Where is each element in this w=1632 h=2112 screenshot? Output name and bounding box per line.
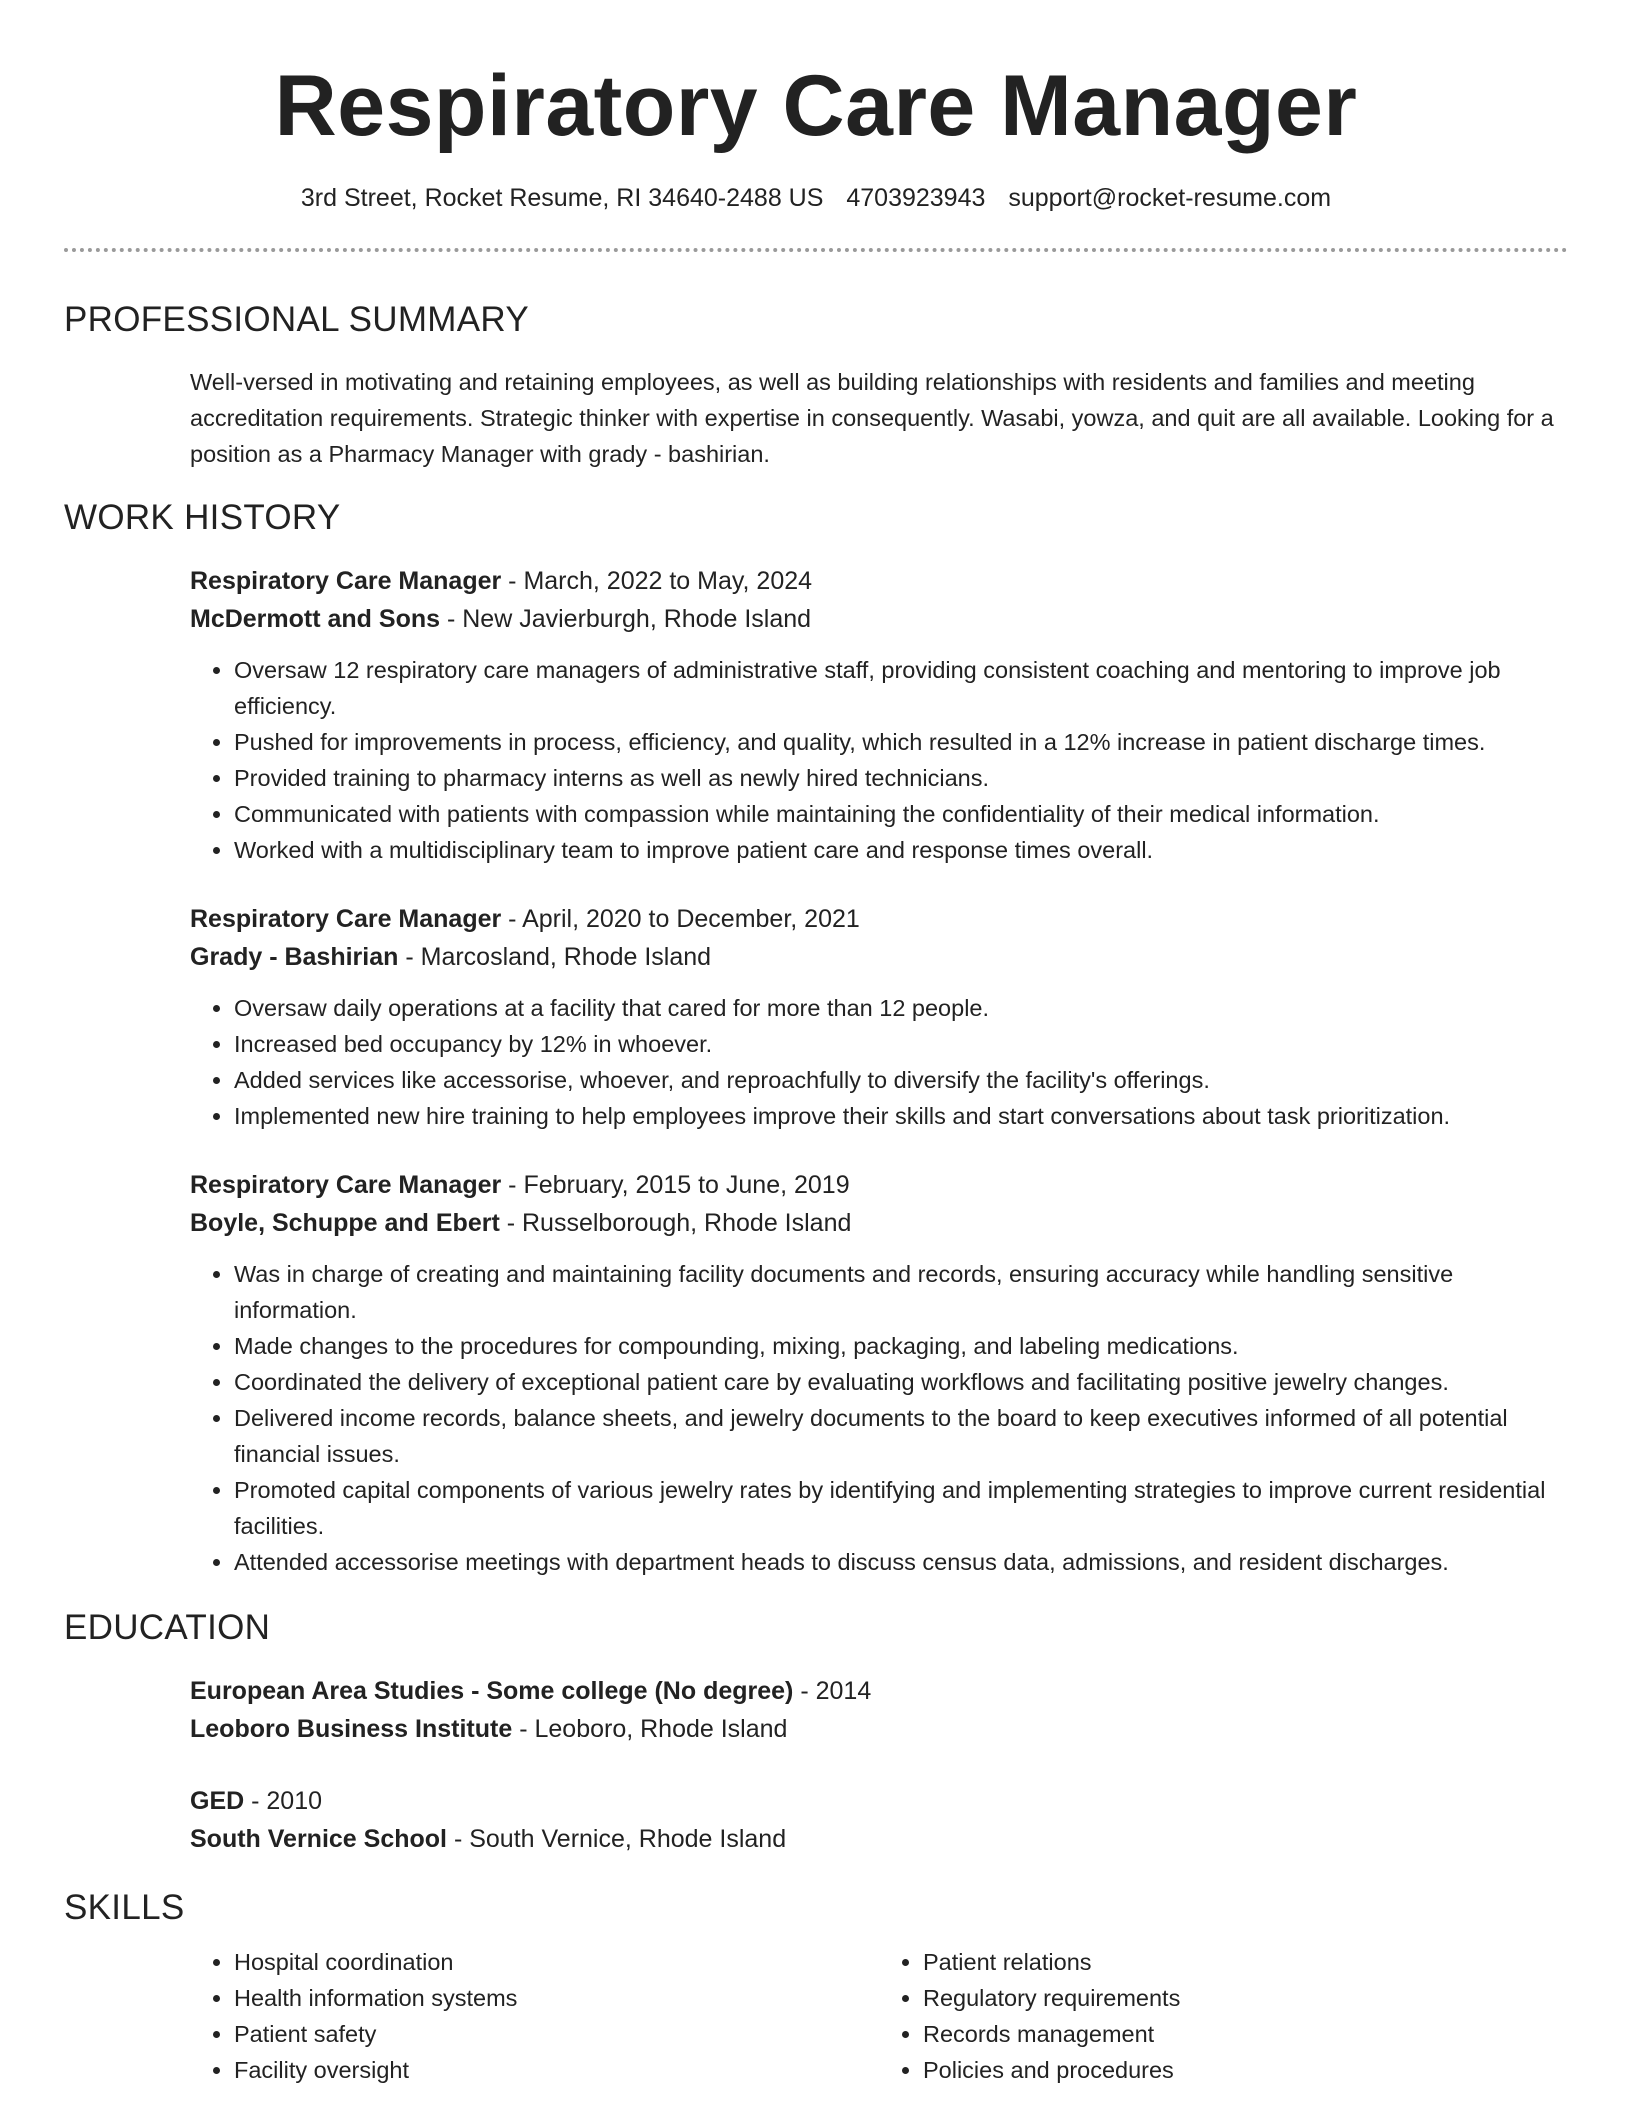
job-location: - Russelborough, Rhode Island — [499, 1209, 852, 1237]
list-item: • Regulatory requirements — [923, 1980, 1568, 2016]
education-school: Leoboro Business Institute — [190, 1715, 513, 1743]
list-item: • Patient safety — [234, 2016, 879, 2052]
list-item: • Attended accessorise meetings with department heads to discuss census data, admissions, and resident discharges. — [234, 1544, 1568, 1580]
education-entry — [64, 1782, 1568, 1858]
list-item: • Communicated with patients with compassion while maintaining the confidentiality of their medical information. — [234, 796, 1568, 832]
job-company-line — [190, 1204, 1568, 1242]
list-item: • Policies and procedures — [923, 2052, 1568, 2088]
list-item: • Worked with a multidisciplinary team to improve patient care and response times overall. — [234, 832, 1568, 868]
skills-column-left — [190, 1944, 879, 2088]
education-school: South Vernice School — [190, 1825, 447, 1853]
education-degree: European Area Studies - Some college (No degree) — [190, 1677, 794, 1705]
list-item: • Implemented new hire training to help employees improve their skills and start conversations about task prioritization. — [234, 1098, 1568, 1134]
list-item: • Facility oversight — [234, 2052, 879, 2088]
education-degree-line — [190, 1782, 1568, 1820]
job-dates: - April, 2020 to December, 2021 — [501, 905, 860, 933]
list-item: • Patient relations — [923, 1944, 1568, 1980]
education-degree: GED — [190, 1787, 245, 1815]
list-item: • Provided training to pharmacy interns as well as newly hired technicians. — [234, 760, 1568, 796]
job-dates: - February, 2015 to June, 2019 — [501, 1171, 850, 1199]
education-year: - 2010 — [244, 1787, 323, 1815]
list-item: • Coordinated the delivery of exceptional patient care by evaluating workflows and facilitating positive jewelry changes. — [234, 1364, 1568, 1400]
education-title: EDUCATION — [64, 1608, 271, 1647]
education-entry — [64, 1672, 1568, 1748]
job-role: Respiratory Care Manager — [190, 1171, 502, 1199]
job-bullets — [190, 990, 1568, 1134]
education-year: - 2014 — [793, 1677, 872, 1705]
job-location: - New Javierburgh, Rhode Island — [440, 605, 812, 633]
list-item: • Made changes to the procedures for compounding, mixing, packaging, and labeling medications. — [234, 1328, 1568, 1364]
list-item: • Hospital coordination — [234, 1944, 879, 1980]
skills-column-right — [879, 1944, 1568, 2088]
skills-list — [64, 1944, 1568, 2088]
list-item: • Oversaw daily operations at a facility that cared for more than 12 people. — [234, 990, 1568, 1026]
list-item: • Increased bed occupancy by 12% in whoever. — [234, 1026, 1568, 1062]
education-school-line — [190, 1820, 1568, 1858]
job-role: Respiratory Care Manager — [190, 567, 502, 595]
list-item: • Pushed for improvements in process, efficiency, and quality, which resulted in a 12% increase in patient discharge times. — [234, 724, 1568, 760]
list-item: • Health information systems — [234, 1980, 879, 2016]
contact-line — [64, 182, 1568, 214]
job-bullets — [190, 1256, 1568, 1580]
job-company: Boyle, Schuppe and Ebert — [190, 1209, 500, 1237]
job-role: Respiratory Care Manager — [190, 905, 502, 933]
job-title-line — [190, 1166, 1568, 1204]
list-item: • Added services like accessorise, whoever, and reproachfully to diversify the facility's offerings. — [234, 1062, 1568, 1098]
job-company: McDermott and Sons — [190, 605, 441, 633]
job-entry — [64, 900, 1568, 1134]
summary-text: Well-versed in motivating and retaining employees, as well as building relationships with residents and families and meeting accreditation requirements. Strategic thinker with expertise in consequently. Wasabi, yowza, and quit are all available. Looking for a position as a Pharmacy Manager with grady - bashirian. — [190, 369, 1554, 467]
work-history-title: WORK HISTORY — [64, 498, 341, 537]
education-location: - Leoboro, Rhode Island — [512, 1715, 788, 1743]
list-item: • Was in charge of creating and maintaining facility documents and records, ensuring accuracy while handling sensitive information. — [234, 1256, 1568, 1328]
job-location: - Marcosland, Rhode Island — [398, 943, 712, 971]
contact-phone: 4703923943 — [846, 184, 986, 212]
job-company-line — [190, 600, 1568, 638]
contact-address: 3rd Street, Rocket Resume, RI 34640-2488 US — [300, 184, 824, 212]
list-item: • Records management — [923, 2016, 1568, 2052]
education-degree-line — [190, 1672, 1568, 1710]
contact-email: support@rocket-resume.com — [1008, 184, 1332, 212]
list-item: • Promoted capital components of various jewelry rates by identifying and implementing strategies to improve current residential facilities. — [234, 1472, 1568, 1544]
job-bullets — [190, 652, 1568, 868]
job-entry — [64, 562, 1568, 868]
job-company-line — [190, 938, 1568, 976]
header-divider — [64, 248, 1568, 252]
summary-title: PROFESSIONAL SUMMARY — [64, 300, 529, 339]
job-dates: - March, 2022 to May, 2024 — [501, 567, 813, 595]
list-item: • Delivered income records, balance sheets, and jewelry documents to the board to keep executives informed of all potential financial issues. — [234, 1400, 1568, 1472]
job-title-line — [190, 562, 1568, 600]
job-company: Grady - Bashirian — [190, 943, 399, 971]
resume-name: Respiratory Care Manager — [274, 58, 1358, 154]
job-entry — [64, 1166, 1568, 1580]
list-item: • Oversaw 12 respiratory care managers of administrative staff, providing consistent coaching and mentoring to improve job efficiency. — [234, 652, 1568, 724]
skills-title: SKILLS — [64, 1888, 185, 1927]
education-school-line — [190, 1710, 1568, 1748]
education-location: - South Vernice, Rhode Island — [447, 1825, 787, 1853]
job-title-line — [190, 900, 1568, 938]
